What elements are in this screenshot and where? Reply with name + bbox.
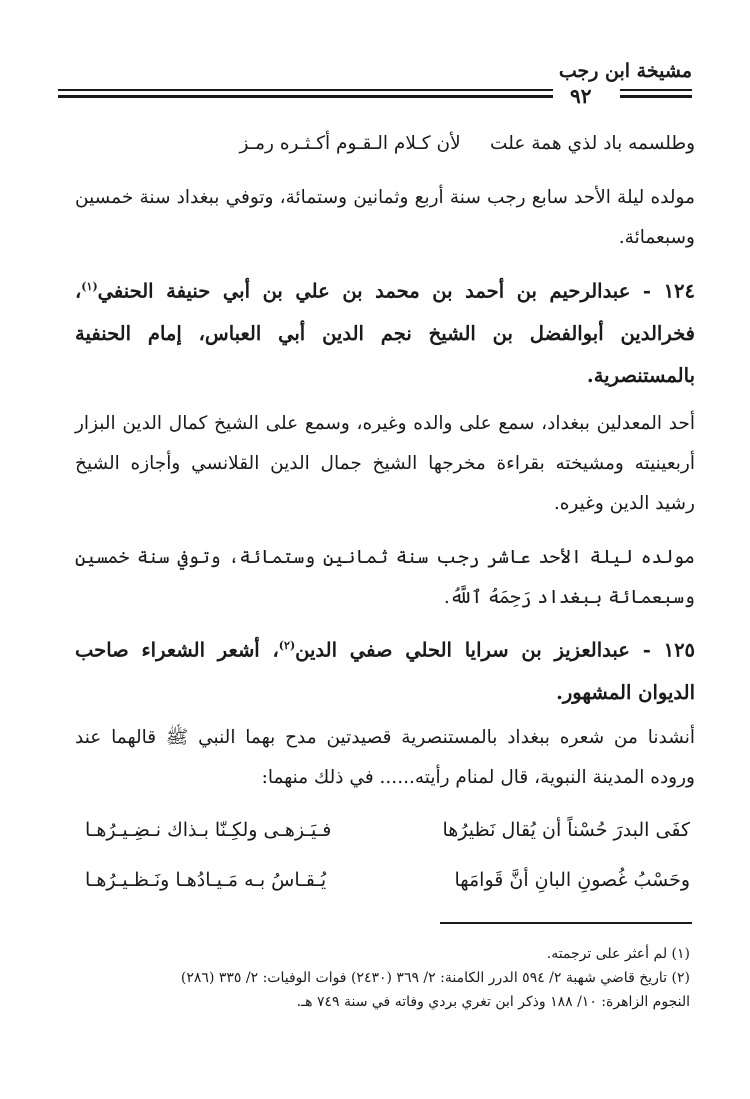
paragraph-recitation: أنشدنا من شعره ببغداد بالمستنصرية قصيدتين مدح بهما النبي ﷺ قالهما عند وروده المدينة النبوية، قال لمنام رأيته...... في ذلك منهما: [75, 727, 695, 788]
footnote-1: (١) لم أعثر على ترجمته. [546, 946, 690, 962]
entry-124-name: ١٢٤ - عبدالرحيم بن أحمد بن محمد بن علي بن أبي حنيفة الحنفي [97, 279, 695, 303]
entry-125-name: ١٢٥ - عبدالعزيز بن سرايا الحلي صفي الدين [295, 638, 696, 662]
header-rule-short [620, 89, 692, 91]
header-rule-short-2 [620, 95, 692, 98]
poem-line-1 [85, 810, 690, 850]
footnote-ref-2: (٢) [278, 639, 296, 652]
poem-line-2-first-hemistich: وحَسْبُ غُصونِ البانِ أنَّ قَوامَها [454, 869, 690, 891]
entry-124-continuation: ، فخرالدين أبوالفضل بن الشيخ نجم الدين أبي العباس، إمام الحنفية بالمستنصرية. [75, 279, 695, 387]
verse-intro: وطلسمه باد لذي همة علت لأن كـلام الـقـوم أكـثـره رمـز [239, 133, 695, 154]
paragraph-birth-2: مولده ليلة الأحد عاشر رجب سنة ثمانين وستمائة، وتوفي سنة خمسين وسبعمائة ببغداد رَحِمَهُ ٱللَّهُ. [75, 547, 695, 608]
header-rule-long [58, 89, 553, 91]
footnote-2: (٢) تاريخ قاضي شهبة ٢/ ٥٩٤ الدرر الكامنة: ٢/ ٣٦٩ (٢٤٣٠) فوات الوفيات: ٢/ ٣٣٥ (٢٨٦) [180, 970, 690, 986]
footnote-ref-1: (١) [81, 280, 98, 293]
footnote-2-cont: النجوم الزاهرة: ١٠/ ١٨٨ وذكر ابن تغري بردي وفاته في سنة ٧٤٩ هـ. [296, 994, 690, 1010]
entry-124-heading [75, 266, 695, 397]
page-number: ٩٢ [570, 84, 592, 108]
paragraph-birth-1: مولده ليلة الأحد سابع رجب سنة أربع وثمانين وستمائة، وتوفي ببغداد سنة خمسين وسبعمائة. [75, 187, 695, 248]
running-header-title: مشيخة ابن رجب [558, 60, 692, 82]
entry-125-heading [75, 625, 695, 714]
poem-line-2-second-hemistich: يُـقـاسُ بـه مَـيـادُهـا ونَـظـيـرُهـا [85, 869, 327, 891]
poem-line-1-first-hemistich: كفَى البدرَ حُسْناً أن يُقال نَظيرُها [442, 819, 690, 841]
paragraph-bio-124: أحد المعدلين ببغداد، سمع على والده وغيره، وسمع على الشيخ كمال الدين البزار أربعينيته ومشيخته بقراءة مخرجها الشيخ جمال الدين القلانسي وأجازه الشيخ رشيد الدين وغيره. [75, 413, 695, 514]
entry-125-continuation: ، أشعر الشعراء صاحب الديوان المشهور. [75, 638, 695, 704]
poem-line-1-second-hemistich: فـيَـزهـى ولكِـنّا بـذاك نـضِـيـرُهـا [85, 819, 332, 841]
footnote-separator [440, 922, 692, 924]
poem-line-2 [85, 860, 690, 900]
header-rule-long-2 [58, 95, 553, 98]
